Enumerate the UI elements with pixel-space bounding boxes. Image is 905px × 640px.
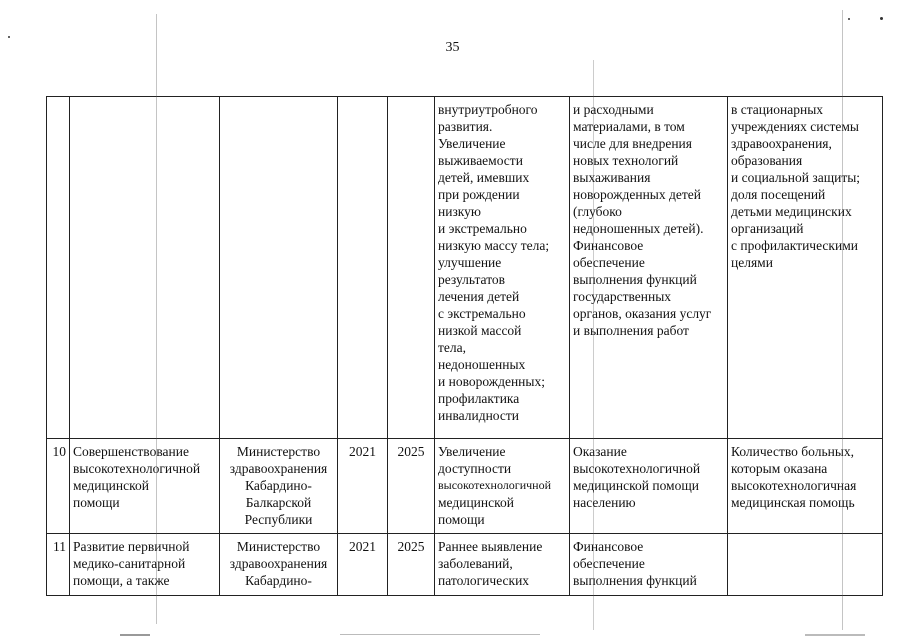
start-year: [338, 97, 388, 439]
scan-artifact-line: [805, 634, 865, 636]
end-year: 2025: [388, 534, 435, 596]
result-line: медицинской помощи: [438, 495, 514, 527]
table-row: [47, 534, 883, 596]
scan-artifact-line: [593, 60, 594, 630]
indicator: Количество больных, которым оказана высокотехнологичная медицинская помощь: [728, 439, 883, 534]
scan-speck: [880, 17, 883, 20]
scan-artifact-line: [842, 10, 843, 630]
result-line: высокотехнологичной: [438, 478, 552, 492]
program-table: [46, 96, 883, 596]
indicator: [728, 534, 883, 596]
main-direction: Финансовое обеспечение выполнения функций: [570, 534, 728, 596]
event-name: Совершенствование высокотехнологичной медицинской помощи: [70, 439, 220, 534]
executor: [220, 97, 338, 439]
event-name: [70, 97, 220, 439]
end-year: 2025: [388, 439, 435, 534]
row-number: 11: [47, 534, 70, 596]
scan-speck: [848, 18, 850, 20]
main-direction: Оказание высокотехнологичной медицинской помощи населению: [570, 439, 728, 534]
table-row: [47, 97, 883, 439]
end-year: [388, 97, 435, 439]
row-number: 10: [47, 439, 70, 534]
main-direction: и расходными материалами, в том числе для внедрения новых технологий выхаживания новорожденных детей (глубоко недоношенных детей). Финансовое обеспечение выполнения функций государственных органов, оказания услуг и выполнения работ: [570, 97, 728, 439]
event-name: Развитие первичной медико-санитарной помощи, а также: [70, 534, 220, 596]
table-row: [47, 439, 883, 534]
start-year: 2021: [338, 439, 388, 534]
start-year: 2021: [338, 534, 388, 596]
indicator: в стационарных учреждениях системы здравоохранения, образования и социальной защиты; доля посещений детьми медицинских организаций с профилактическими целями: [728, 97, 883, 439]
expected-result: внутриутробного развития. Увеличение выживаемости детей, имевших при рождении низкую и экстремально низкую массу тела; улучшение результатов лечения детей с экстремально низкой массой тела, недоношенных и новорожденных; профилактика инвалидности: [435, 97, 570, 439]
scan-artifact-line: [156, 14, 157, 624]
row-number: [47, 97, 70, 439]
expected-result: [435, 439, 570, 534]
result-line: Увеличение: [438, 444, 506, 459]
page-number: 35: [445, 40, 460, 55]
executor: Министерство здравоохранения Кабардино-: [220, 534, 338, 596]
scan-speck: [8, 36, 10, 38]
expected-result: Раннее выявление заболеваний, патологических: [435, 534, 570, 596]
scan-artifact-line: [120, 634, 150, 636]
scan-artifact-line: [340, 634, 540, 635]
executor: Министерство здравоохранения Кабардино- Балкарской Республики: [220, 439, 338, 534]
result-line: доступности: [438, 461, 512, 476]
